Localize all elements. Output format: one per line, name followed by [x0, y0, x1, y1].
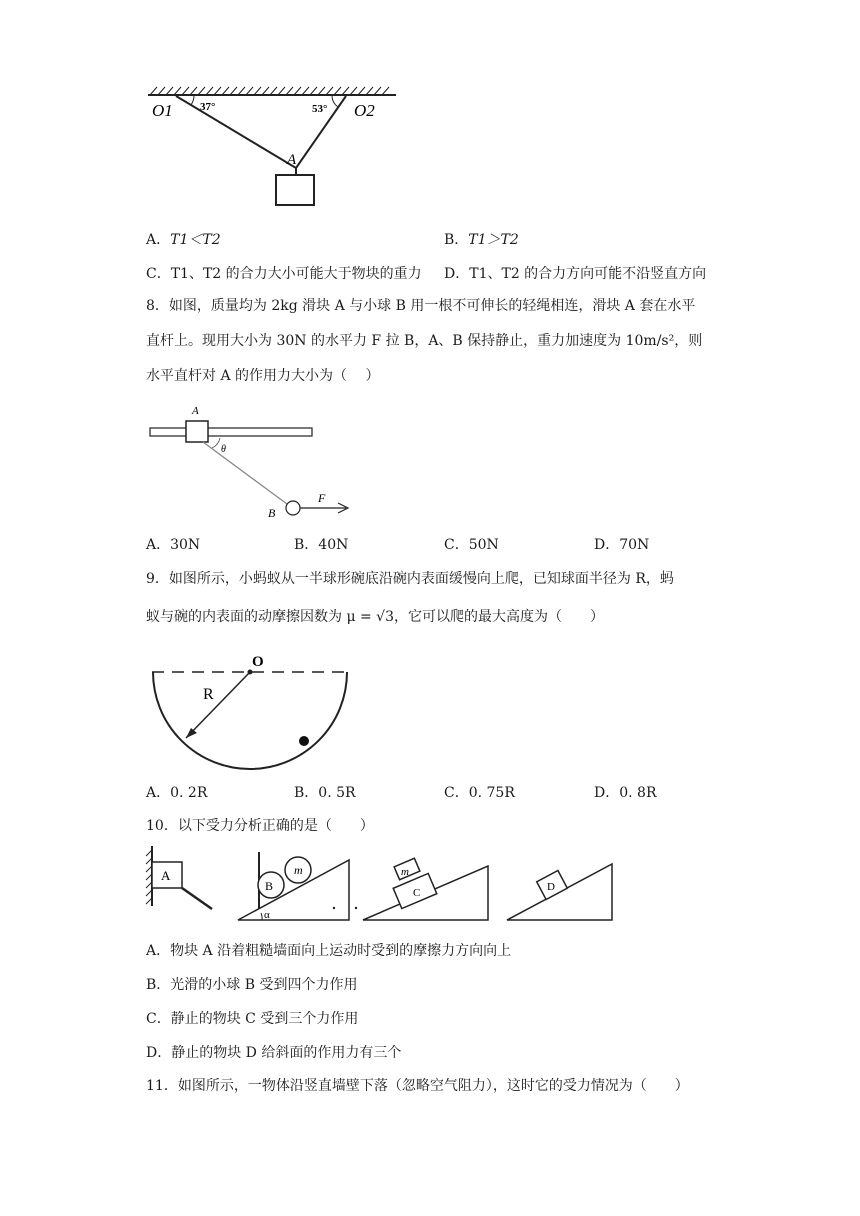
label-angle-37: 37° — [200, 101, 216, 113]
label-theta: θ — [221, 444, 226, 455]
q10-stem: 10．以下受力分析正确的是（ ） — [146, 818, 374, 834]
label-a: A — [287, 152, 297, 168]
label-o1: O1 — [152, 101, 173, 120]
option-text: T1＞T2 — [468, 232, 519, 248]
option-text: T1、T2 的合力方向可能不沿竖直方向 — [469, 266, 707, 282]
option-label: A． — [146, 232, 171, 248]
q9-option-a: A．0. 2R — [146, 785, 208, 801]
label-c: C — [413, 887, 421, 899]
label-b: B — [268, 506, 276, 520]
label-alpha: α — [264, 909, 270, 921]
q8-stem-line-1: 8．如图，质量均为 2kg 滑块 A 与小球 B 用一根不可伸长的轻绳相连，滑块 A 套在水平 — [146, 298, 696, 314]
label-a: A — [192, 405, 199, 417]
q10-option-d: D．静止的物块 D 给斜面的作用力有三个 — [146, 1045, 402, 1061]
q9-stem-line-2: 蚁与碗的内表面的动摩擦因数为 μ = √3，它可以爬的最大高度为（ ） — [146, 609, 605, 625]
q8-stem-line-2: 直杆上。现用大小为 30N 的水平力 F 拉 B，A、B 保持静止，重力加速度为 10m/s²，则 — [146, 333, 703, 349]
q9-stem-line-1: 9．如图所示，小蚂蚁从一半球形碗底沿碗内表面缓慢向上爬，已知球面半径为 R，蚂 — [146, 571, 674, 587]
label-a: A — [161, 868, 171, 883]
label-d: D — [547, 881, 555, 893]
label-o: O — [252, 654, 264, 670]
label-b: B — [265, 879, 274, 893]
label-angle-53: 53° — [312, 103, 328, 115]
option-text: T1、T2 的合力大小可能大于物块的重力 — [170, 266, 422, 282]
q10-option-c: C．静止的物块 C 受到三个力作用 — [146, 1011, 359, 1027]
q8-option-b: B．40N — [294, 537, 349, 553]
q9-option-b: B．0. 5R — [294, 785, 356, 801]
label-f: F — [318, 491, 326, 505]
option-label: B． — [444, 232, 469, 248]
q8-option-d: D．70N — [594, 537, 650, 553]
q8-option-a: A．30N — [146, 537, 201, 553]
option-label: D． — [444, 266, 470, 282]
label-o2: O2 — [354, 101, 375, 120]
option-text: T1＜T2 — [170, 232, 221, 248]
q9-option-d: D．0. 8R — [594, 785, 657, 801]
q10-option-b: B．光滑的小球 B 受到四个力作用 — [146, 977, 358, 993]
q9-option-c: C．0. 75R — [444, 785, 515, 801]
label-r: R — [203, 686, 214, 703]
q8-stem-line-3: 水平直杆对 A 的作用力大小为（ ） — [146, 368, 380, 384]
q11-stem: 11．如图所示，一物体沿竖直墙壁下落（忽略空气阻力），这时它的受力情况为（ ） — [146, 1078, 689, 1094]
option-label: C． — [146, 266, 171, 282]
label-m1: m — [294, 863, 303, 877]
q8-option-c: C．50N — [444, 537, 499, 553]
label-m2: m — [401, 866, 409, 878]
q10-option-a: A．物块 A 沿着粗糙墙面向上运动时受到的摩擦力方向向上 — [146, 943, 512, 959]
